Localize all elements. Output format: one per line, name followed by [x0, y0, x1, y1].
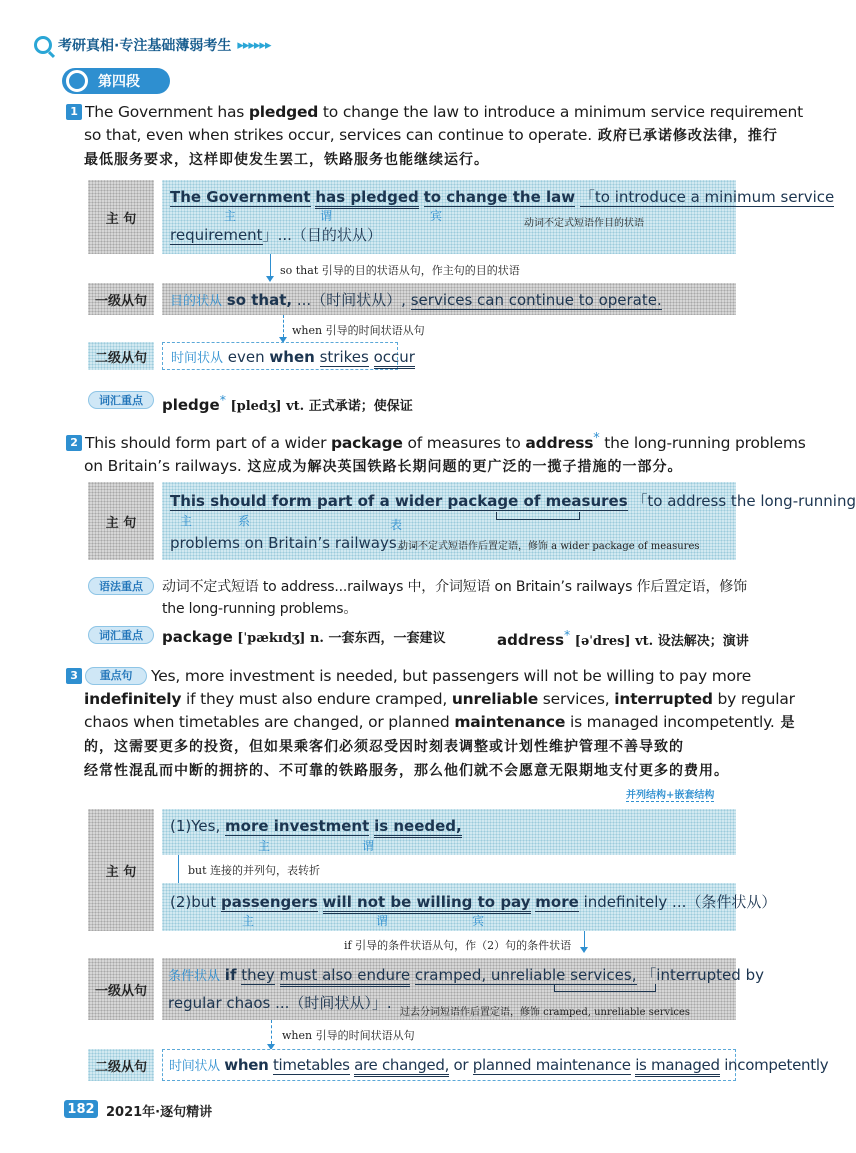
connector-note: when 引导的时间状语从句 — [292, 324, 425, 337]
sentence-3: 3 重点句 Yes, more investment is needed, but passengers will not be willing to pay more indefinitely if they must also endure cramped, unreliable services, interrupted by regular chaos when timetables are changed, or planned maintenance is managed incompetently. 是 的，这需要更多的投资，但如果乘客们必须忍受因时刻表调整或计划性维护管理不善导致的 经常性混乱而中断的拥挤的、不可靠的铁路服务，那么他们就不会愿意无限期地支付更多的费用。 — [66, 665, 756, 783]
connector-line — [584, 931, 585, 947]
bracket — [554, 984, 656, 992]
arrow-down-icon — [266, 276, 274, 282]
search-icon — [66, 70, 88, 92]
header — [34, 34, 270, 56]
main-clause-label: 主 句 — [88, 482, 154, 560]
page-number: 182 — [64, 1100, 98, 1118]
main-clause-label: 主 句 — [88, 809, 154, 931]
parallel-clause-2-box: (2)but passengers will not be willing to pay more indefinitely ...（条件状从） 主 谓 宾 — [162, 883, 736, 931]
header-title: 考研真相·专注基础薄弱考生 — [58, 38, 232, 54]
grammar-pill: 语法重点 — [88, 577, 154, 595]
sub-clause-2-label: 二级从句 — [88, 1049, 154, 1081]
main-clause-box: The Government has pledged to change the law 「to introduce a minimum service 主 谓 宾 动词不定式短语作目的状语 requirement」...（目的状从） — [162, 180, 736, 254]
vocab-entry: pledge* [pledʒ] vt. 正式承诺；使保证 — [162, 392, 413, 414]
sub-clause-1-box: 目的状从 so that, ...（时间状从）, services can continue to operate. — [162, 283, 736, 315]
vocab-pill: 词汇重点 — [88, 391, 154, 409]
sub-clause-2-label: 二级从句 — [88, 342, 154, 370]
sub-clause-1-label: 一级从句 — [88, 958, 154, 1020]
sentence-2: 2 This should form part of a wider package of measures to address* the long-running problems on Britain’s railways. 这应成为解决英国铁路长期问题的更广泛的一揽子措施的一部分。 — [66, 427, 756, 479]
connector-note: if 引导的条件状语从句，作（2）句的条件状语 — [344, 939, 572, 952]
connector-line — [271, 1020, 272, 1044]
sentence-number: 1 — [66, 104, 82, 120]
search-logo-icon — [34, 36, 52, 54]
connector-note: when 引导的时间状语从句 — [282, 1029, 415, 1042]
connector-note: so that 引导的目的状语从句，作主句的目的状语 — [280, 264, 520, 277]
vocab-entry: package [ˈpækɪdʒ] n. 一套东西，一套建议 — [162, 628, 446, 646]
main-clause-note: 动词不定式短语作后置定语，修饰 a wider package of measures — [398, 541, 700, 552]
connector-line — [178, 855, 179, 883]
connector-note: but 连接的并列句，表转折 — [188, 864, 321, 877]
connector-line — [270, 254, 271, 276]
sub-clause-1-label: 一级从句 — [88, 283, 154, 315]
connector-line — [283, 315, 284, 337]
vocab-entry: address* [əˈdres] vt. 设法解决；演讲 — [497, 627, 749, 649]
section-title: 第四段 — [62, 68, 170, 94]
key-sentence-pill: 重点句 — [85, 667, 147, 685]
structure-note: 并列结构+嵌套结构 — [626, 786, 714, 802]
sentence-number: 2 — [66, 435, 82, 451]
sentence-1: 1 The Government has pledged to change the law to introduce a minimum service requirement so that, even when strikes occur, services can continue to operate. 政府已承诺修改法律，推行 最低服务要求，这样即使发生罢工，铁路服务也能继续运行。 — [66, 101, 756, 172]
bracket — [496, 512, 580, 520]
sub-clause-note: 过去分词短语作后置定语，修饰 cramped, unreliable services — [400, 1007, 691, 1018]
sub-clause-2-box: 时间状从 even when strikes occur — [162, 342, 398, 370]
vocab-pill: 词汇重点 — [88, 626, 154, 644]
main-clause-label: 主 句 — [88, 180, 154, 254]
footer-title: 2021年·逐句精讲 — [106, 1105, 213, 1120]
arrow-down-icon — [580, 947, 588, 953]
grammar-note: 动词不定式短语 to address...railways 中，介词短语 on Britain’s railways 作后置定语，修饰 the long-running problems。 — [162, 579, 747, 617]
sub-clause-1-box: 条件状从 if they must also endure cramped, unreliable services, 「interrupted by regular chaos ...（时间状从）」. 过去分词短语作后置定语，修饰 cramped, unreliable services — [162, 958, 736, 1020]
header-arrows: ▸▸▸▸▸▸ — [237, 37, 271, 53]
sentence-1-translation: 最低服务要求，这样即使发生罢工，铁路服务也能继续运行。 — [84, 152, 489, 168]
main-clause-box: This should form part of a wider package of measures 「to address the long-running 主 系 表 problems on Britain’s railways」. 动词不定式短语作后置定语，修饰 a wider package of measures — [162, 482, 736, 560]
sub-clause-2-box: 时间状从 when timetables are changed, or planned maintenance is managed incompetently — [162, 1049, 736, 1081]
main-clause-note: 动词不定式短语作目的状语 — [524, 218, 644, 229]
parallel-clause-1-box: (1)Yes, more investment is needed, 主 谓 — [162, 809, 736, 855]
sentence-number: 3 — [66, 668, 82, 684]
